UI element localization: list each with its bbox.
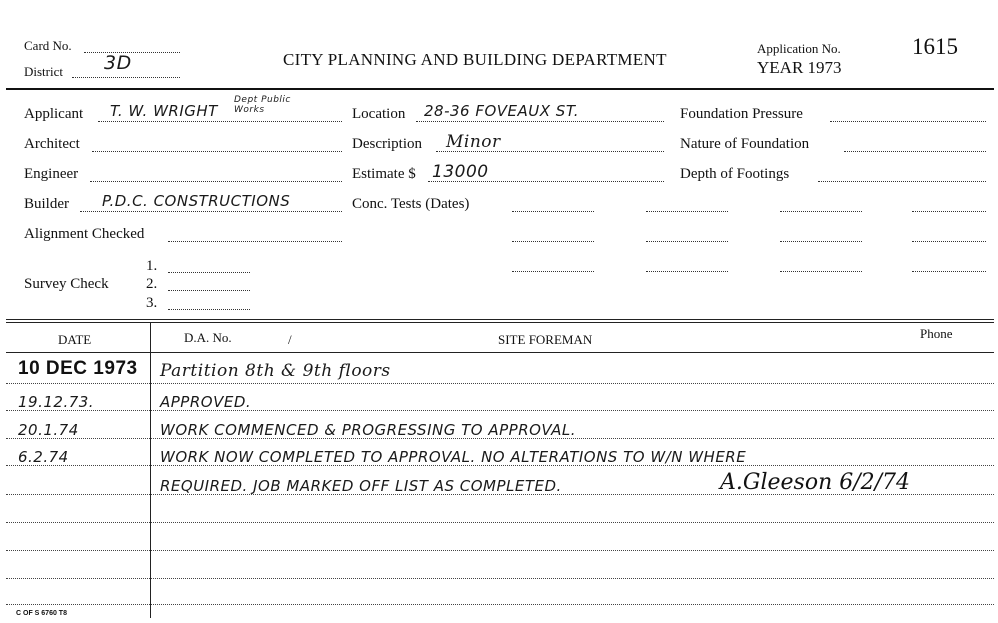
- conc-line-a4: [912, 211, 986, 212]
- log-row-line: [6, 550, 994, 551]
- architect-line: [92, 151, 342, 152]
- foundation-pressure-line: [830, 121, 986, 122]
- depth-of-footings-line: [818, 181, 986, 182]
- application-number: 1615: [912, 34, 958, 59]
- conc-line-c1: [512, 271, 594, 272]
- log-top-rule-2: [6, 322, 994, 323]
- log-header-rule: [6, 352, 994, 353]
- district-value: 3D: [104, 52, 132, 74]
- log-row-line: [6, 465, 994, 466]
- year-label: YEAR 1973: [757, 58, 842, 77]
- entry-date-3: 20.1.74: [18, 421, 79, 439]
- alignment-label: Alignment Checked: [24, 226, 145, 242]
- survey-line-1: [168, 272, 250, 273]
- entry-text-1: Partition 8th & 9th floors: [160, 361, 391, 381]
- entry-text-3: WORK COMMENCED & PROGRESSING TO APPROVAL.: [160, 421, 577, 439]
- location-line: [416, 121, 664, 122]
- location-value: 28-36 FOVEAUX ST.: [424, 102, 579, 120]
- builder-value: P.D.C. CONSTRUCTIONS: [102, 192, 291, 210]
- site-foreman-header: SITE FOREMAN: [498, 332, 593, 347]
- conc-tests-label: Conc. Tests (Dates): [352, 196, 470, 212]
- log-row-line: [6, 604, 994, 605]
- entry-text-2: APPROVED.: [160, 393, 252, 411]
- survey-line-2: [168, 290, 250, 291]
- estimate-value: 13000: [432, 162, 489, 182]
- conc-line-c4: [912, 271, 986, 272]
- log-row-line: [6, 383, 994, 384]
- conc-line-c2: [646, 271, 728, 272]
- form-code: C OF S 6760 T8: [16, 610, 67, 617]
- foreman-signature: A.Gleeson 6/2/74: [720, 470, 911, 495]
- phone-header: Phone: [920, 326, 953, 341]
- da-number-header: D.A. No.: [184, 330, 232, 345]
- entry-text-4: WORK NOW COMPLETED TO APPROVAL. NO ALTERATIONS TO W/N WHERE: [160, 448, 747, 466]
- date-header: DATE: [58, 332, 92, 347]
- architect-label: Architect: [24, 136, 80, 152]
- entry-date-2: 19.12.73.: [18, 393, 95, 411]
- survey-item-3: 3.: [146, 295, 158, 311]
- nature-of-foundation-label: Nature of Foundation: [680, 136, 810, 152]
- nature-of-foundation-line: [844, 151, 986, 152]
- conc-line-c3: [780, 271, 862, 272]
- log-top-rule-1: [6, 319, 994, 320]
- department-title: CITY PLANNING AND BUILDING DEPARTMENT: [283, 50, 667, 69]
- date-column-divider: [150, 322, 151, 618]
- foundation-pressure-label: Foundation Pressure: [680, 106, 803, 122]
- applicant-value: T. W. WRIGHT: [110, 102, 218, 120]
- description-value: Minor: [446, 132, 501, 152]
- applicant-note: Dept Public Works: [234, 95, 291, 115]
- builder-line: [80, 211, 342, 212]
- applicant-line: [98, 121, 342, 122]
- log-row-line: [6, 522, 994, 523]
- conc-line-a1: [512, 211, 594, 212]
- log-row-line: [6, 410, 994, 411]
- conc-line-b3: [780, 241, 862, 242]
- survey-item-1: 1.: [146, 258, 158, 274]
- card-no-label: Card No.: [24, 38, 72, 53]
- conc-line-a3: [780, 211, 862, 212]
- conc-line-a2: [646, 211, 728, 212]
- survey-line-3: [168, 309, 250, 310]
- application-label: Application No.: [757, 41, 841, 56]
- conc-line-b1: [512, 241, 594, 242]
- log-row-line: [6, 578, 994, 579]
- log-row-line: [6, 494, 994, 495]
- engineer-label: Engineer: [24, 166, 79, 182]
- survey-item-2: 2.: [146, 276, 158, 292]
- survey-check-label: Survey Check: [24, 276, 109, 292]
- district-label: District: [24, 64, 63, 79]
- entry-date-4: 6.2.74: [18, 448, 69, 466]
- card-no-line: [84, 52, 180, 53]
- description-label: Description: [352, 136, 422, 152]
- entry-date-1: 10 DEC 1973: [18, 358, 138, 379]
- location-label: Location: [352, 106, 406, 122]
- conc-line-b2: [646, 241, 728, 242]
- district-line: [72, 77, 180, 78]
- alignment-line: [168, 241, 342, 242]
- header-divider: [6, 88, 994, 90]
- engineer-line: [90, 181, 342, 182]
- builder-label: Builder: [24, 196, 69, 212]
- da-slash: /: [288, 332, 292, 347]
- applicant-label: Applicant: [24, 106, 84, 122]
- conc-line-b4: [912, 241, 986, 242]
- log-row-line: [6, 438, 994, 439]
- estimate-label: Estimate $: [352, 166, 416, 182]
- depth-of-footings-label: Depth of Footings: [680, 166, 790, 182]
- entry-text-5: REQUIRED. JOB MARKED OFF LIST AS COMPLETED.: [160, 477, 562, 495]
